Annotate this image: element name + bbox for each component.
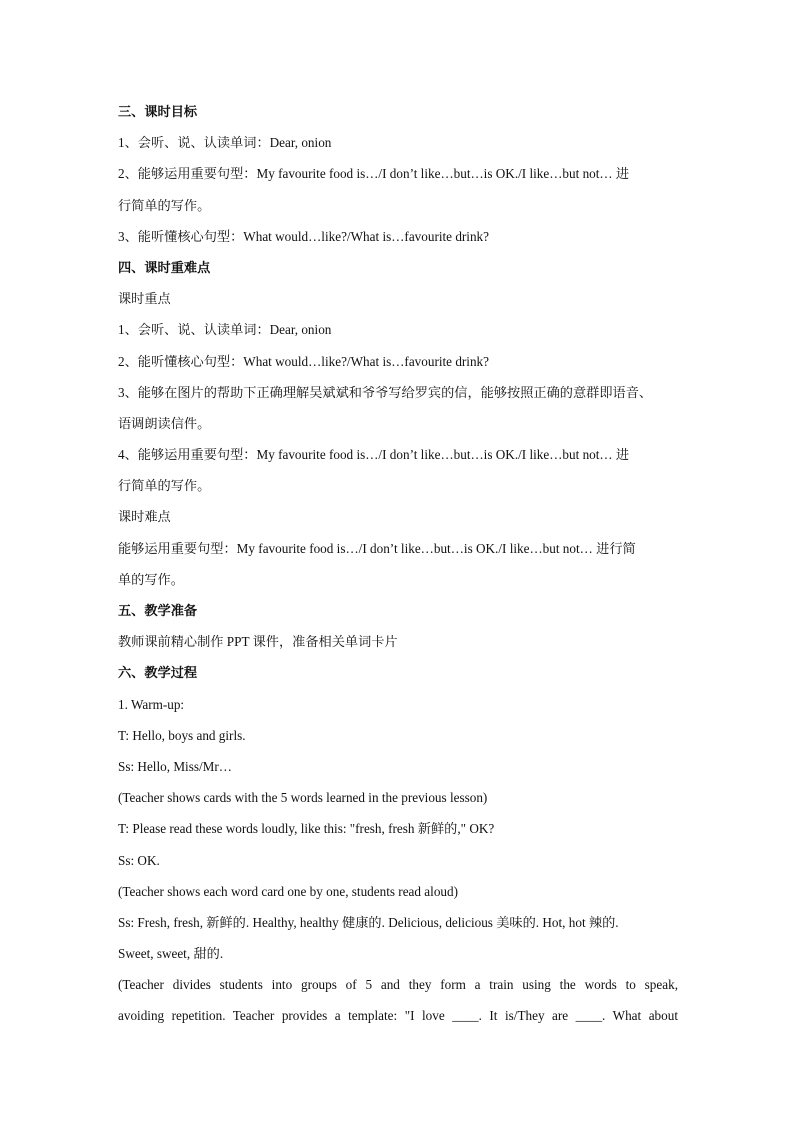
- objective-3: 3、能听懂核心句型：What would…like?/What is…favourite drink?: [118, 228, 490, 244]
- stage-direction: (Teacher divides students into groups of 5 and they form a train using the words to speak,: [118, 977, 678, 993]
- dialogue-line: Ss: Hello, Miss/Mr…: [118, 758, 232, 774]
- section-heading-objectives: 三、课时目标: [118, 104, 198, 119]
- dialogue-line: Ss: Fresh, fresh, 新鲜的. Healthy, healthy 健康的. Delicious, delicious 美味的. Hot, hot 辣的.: [118, 914, 619, 930]
- dialogue-line: Ss: OK.: [118, 852, 160, 868]
- key-point-4-continued: 行简单的写作。: [118, 478, 211, 494]
- difficulty-1-continued: 单的写作。: [118, 571, 184, 587]
- key-point-4: 4、能够运用重要句型：My favourite food is…/I don’t like…but…is OK./I like…but not… 进: [118, 447, 630, 463]
- subheading-difficulties: 课时难点: [118, 509, 171, 525]
- section-heading-key-points: 四、课时重难点: [118, 259, 211, 275]
- key-point-3-continued: 语调朗读信件。: [118, 415, 211, 431]
- stage-direction: (Teacher shows each word card one by one, students read aloud): [118, 883, 458, 899]
- key-point-2: 2、能听懂核心句型：What would…like?/What is…favourite drink?: [118, 353, 490, 369]
- dialogue-line: T: Please read these words loudly, like this: "fresh, fresh 新鲜的," OK?: [118, 821, 495, 837]
- dialogue-line-continued: Sweet, sweet, 甜的.: [118, 946, 224, 962]
- key-point-3: 3、能够在图片的帮助下正确理解吴斌斌和爷爷写给罗宾的信，能够按照正确的意群即语音、: [118, 384, 653, 400]
- section-heading-process: 六、教学过程: [118, 665, 198, 681]
- objective-2-continued: 行简单的写作。: [118, 197, 211, 213]
- difficulty-1: 能够运用重要句型：My favourite food is…/I don’t like…but…is OK./I like…but not… 进行简: [118, 540, 636, 556]
- objective-2: 2、能够运用重要句型：My favourite food is…/I don’t like…but…is OK./I like…but not… 进: [118, 166, 630, 182]
- dialogue-line: T: Hello, boys and girls.: [118, 727, 246, 743]
- objective-1: 1、会听、说、认读单词：Dear, onion: [118, 135, 332, 151]
- process-step-warm-up: 1. Warm-up:: [118, 696, 185, 712]
- key-point-1: 1、会听、说、认读单词：Dear, onion: [118, 322, 332, 338]
- document-body: [118, 96, 678, 1032]
- subheading-key-points: 课时重点: [118, 291, 171, 307]
- section-heading-preparation: 五、教学准备: [118, 603, 198, 618]
- stage-direction: (Teacher shows cards with the 5 words learned in the previous lesson): [118, 790, 488, 806]
- stage-direction-continued: avoiding repetition. Teacher provides a template: "I love ____. It is/They are ____. What about: [118, 1008, 678, 1024]
- preparation-text: 教师课前精心制作 PPT 课件，准备相关单词卡片: [118, 634, 398, 650]
